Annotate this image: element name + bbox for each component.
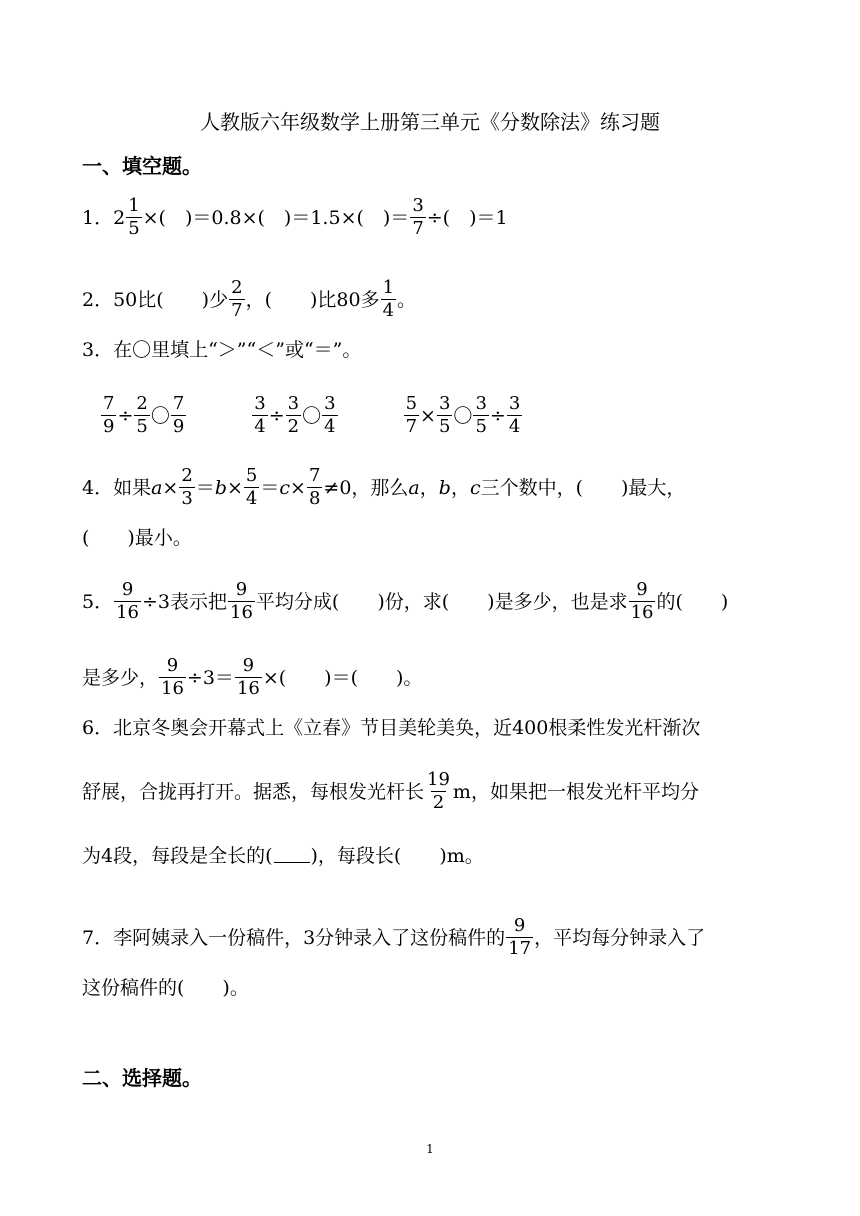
q4-eq-1: ＝ (195, 476, 215, 499)
q5-f3-num: 9 (636, 579, 648, 600)
q5-f3-den: 16 (630, 602, 654, 623)
q4-comma-2: ， (450, 476, 470, 499)
question-6-line-2 (82, 770, 782, 813)
q5-number: 5． (82, 590, 114, 613)
c2-circle-blank[interactable]: 〇 (302, 404, 322, 427)
c1-operator: ÷ (117, 404, 134, 427)
c3-a-num: 5 (405, 393, 418, 414)
q1-fraction-2 (410, 196, 425, 239)
comparison-3 (403, 394, 524, 437)
c3-d-num: 3 (508, 393, 521, 414)
question-3: 3．在〇里填上“＞”“＜”或“＝”。 (82, 339, 362, 361)
q4-var-c: c (279, 476, 291, 499)
c3-a-den: 7 (405, 416, 418, 437)
c3-operator-2: ÷ (489, 404, 506, 427)
q2-number: 2． (82, 288, 114, 311)
q5-l2-text-c: ×( )＝( )。 (262, 666, 423, 689)
question-4-line-2: ( )最小。 (82, 527, 192, 549)
q1-f1-denominator: 5 (128, 218, 140, 239)
section-heading-choice: 二、选择题。 (82, 1066, 202, 1090)
q5-f5-den: 16 (236, 678, 260, 699)
q2-fraction-1 (229, 278, 244, 321)
q5-l2-text-a: 是多少， (82, 666, 159, 689)
q1-whole: 2 (113, 206, 126, 229)
q1-text-1: ×( )＝0.8×( )＝1.5×( )＝ (142, 206, 410, 229)
q6-l3-text-a: 为4段，每段是全长的( (82, 845, 273, 867)
q4-times-1: × (162, 476, 179, 499)
q6-fraction-blank[interactable] (274, 850, 310, 863)
q5-f5-num: 9 (242, 655, 255, 676)
q4-f3-den: 8 (308, 488, 321, 509)
q2-fraction-2 (381, 278, 396, 321)
c2-c-den: 4 (324, 416, 336, 437)
q1-f2-denominator: 7 (412, 218, 424, 239)
question-7 (82, 916, 782, 959)
q1-number: 1． (82, 206, 114, 229)
c2-b-den: 2 (287, 416, 300, 437)
c1-c-den: 9 (172, 416, 185, 437)
c3-operator: × (420, 404, 436, 427)
question-1 (82, 196, 782, 239)
q6-l2-text-a: 舒展，合拢再打开。据悉，每根发光杆长 (82, 780, 425, 803)
q5-f1-den: 16 (116, 602, 139, 623)
q2-f1-denominator: 7 (231, 300, 243, 321)
question-6-line-3 (82, 844, 782, 868)
page-number: 1 (426, 1142, 434, 1156)
q6-f-num: 19 (427, 769, 450, 790)
c2-a-den: 4 (254, 416, 266, 437)
question-3-comparisons (100, 394, 782, 437)
q5-l2-text-b: ÷3＝ (186, 666, 234, 689)
q2-f1-numerator: 2 (231, 277, 243, 298)
q4-comma-1: ， (419, 476, 439, 499)
q4-var-c-2: c (469, 476, 481, 499)
q4-f1-num: 2 (181, 465, 193, 486)
question-2 (82, 278, 782, 321)
q7-f-den: 17 (508, 938, 532, 959)
comparison-2 (251, 394, 338, 437)
q6-l3-text-b: )，每段长( )m。 (310, 845, 484, 867)
q5-text-1: ÷3表示把 (142, 590, 228, 613)
q7-f-num: 9 (513, 915, 526, 936)
c1-b-num: 2 (136, 393, 148, 414)
q1-text-2: ÷( )＝1 (426, 206, 508, 229)
comparison-1 (100, 394, 187, 437)
question-5 (82, 580, 782, 623)
page-title: 人教版六年级数学上册第三单元《分数除法》练习题 (200, 110, 660, 134)
question-5-line-2 (82, 656, 782, 699)
q4-f1-den: 3 (181, 488, 193, 509)
c2-a-num: 3 (254, 393, 266, 414)
q7-text-a: 7．李阿姨录入一份稿件，3分钟录入了这份稿件的 (82, 926, 506, 949)
q4-f3-num: 7 (308, 465, 321, 486)
q6-l2-text-b: m，如果把一根发光杆平均分 (452, 780, 699, 803)
q4-text-1: ≠0，那么 (323, 476, 409, 499)
q4-var-b-2: b (438, 476, 451, 499)
q1-f1-numerator: 1 (128, 195, 140, 216)
q2-text-1: 50比( )少 (113, 288, 229, 311)
c3-b-den: 5 (438, 416, 451, 437)
q4-var-a: a (151, 476, 163, 499)
q5-text-2: 平均分成( )份，求( )是多少，也是求 (255, 590, 628, 613)
q5-f4-num: 9 (166, 655, 179, 676)
q5-f2-den: 16 (230, 602, 253, 623)
q4-var-a-2: a (408, 476, 420, 499)
c3-circle-blank[interactable]: 〇 (453, 404, 473, 427)
q4-number: 4．如果 (82, 476, 152, 499)
q1-fraction-1 (126, 196, 141, 239)
q2-text-3: 。 (397, 288, 417, 311)
q5-f4-den: 16 (161, 678, 184, 699)
q7-text-b: ，平均每分钟录入了 (534, 926, 706, 949)
q6-f-den: 2 (432, 792, 445, 813)
q2-text-2: ，( )比80多 (245, 288, 380, 311)
question-4 (82, 466, 782, 509)
question-7-line-2: 这份稿件的( )。 (82, 977, 249, 999)
c2-operator: ÷ (268, 404, 285, 427)
section-heading-fill-in: 一、填空题。 (82, 154, 202, 178)
q5-f1-num: 9 (121, 579, 134, 600)
q4-times-3: × (290, 476, 306, 499)
c2-c-num: 3 (324, 393, 336, 414)
c3-d-den: 4 (508, 416, 521, 437)
c3-c-num: 3 (475, 393, 487, 414)
q5-text-3: 的( ) (656, 590, 729, 613)
q4-f2-num: 5 (245, 465, 258, 486)
c1-b-den: 5 (136, 416, 148, 437)
q5-f2-num: 9 (235, 579, 248, 600)
c1-circle-blank[interactable]: 〇 (150, 404, 170, 427)
c3-c-den: 5 (475, 416, 487, 437)
c3-b-num: 3 (438, 393, 451, 414)
q1-f2-numerator: 3 (412, 195, 424, 216)
c1-a-den: 9 (103, 416, 115, 437)
question-6: 6．北京冬奥会开幕式上《立春》节目美轮美奂，近400根柔性发光杆渐次 (82, 717, 701, 739)
q2-f2-numerator: 1 (382, 277, 395, 298)
q4-text-2: 三个数中，( )最大， (480, 476, 686, 499)
q2-f2-denominator: 4 (382, 300, 395, 321)
c1-c-num: 7 (172, 393, 185, 414)
q4-eq-2: ＝ (260, 476, 280, 499)
c1-a-num: 7 (103, 393, 115, 414)
q4-times-2: × (226, 476, 243, 499)
q4-var-b: b (214, 476, 227, 499)
c2-b-num: 3 (287, 393, 300, 414)
q4-f2-den: 4 (245, 488, 258, 509)
